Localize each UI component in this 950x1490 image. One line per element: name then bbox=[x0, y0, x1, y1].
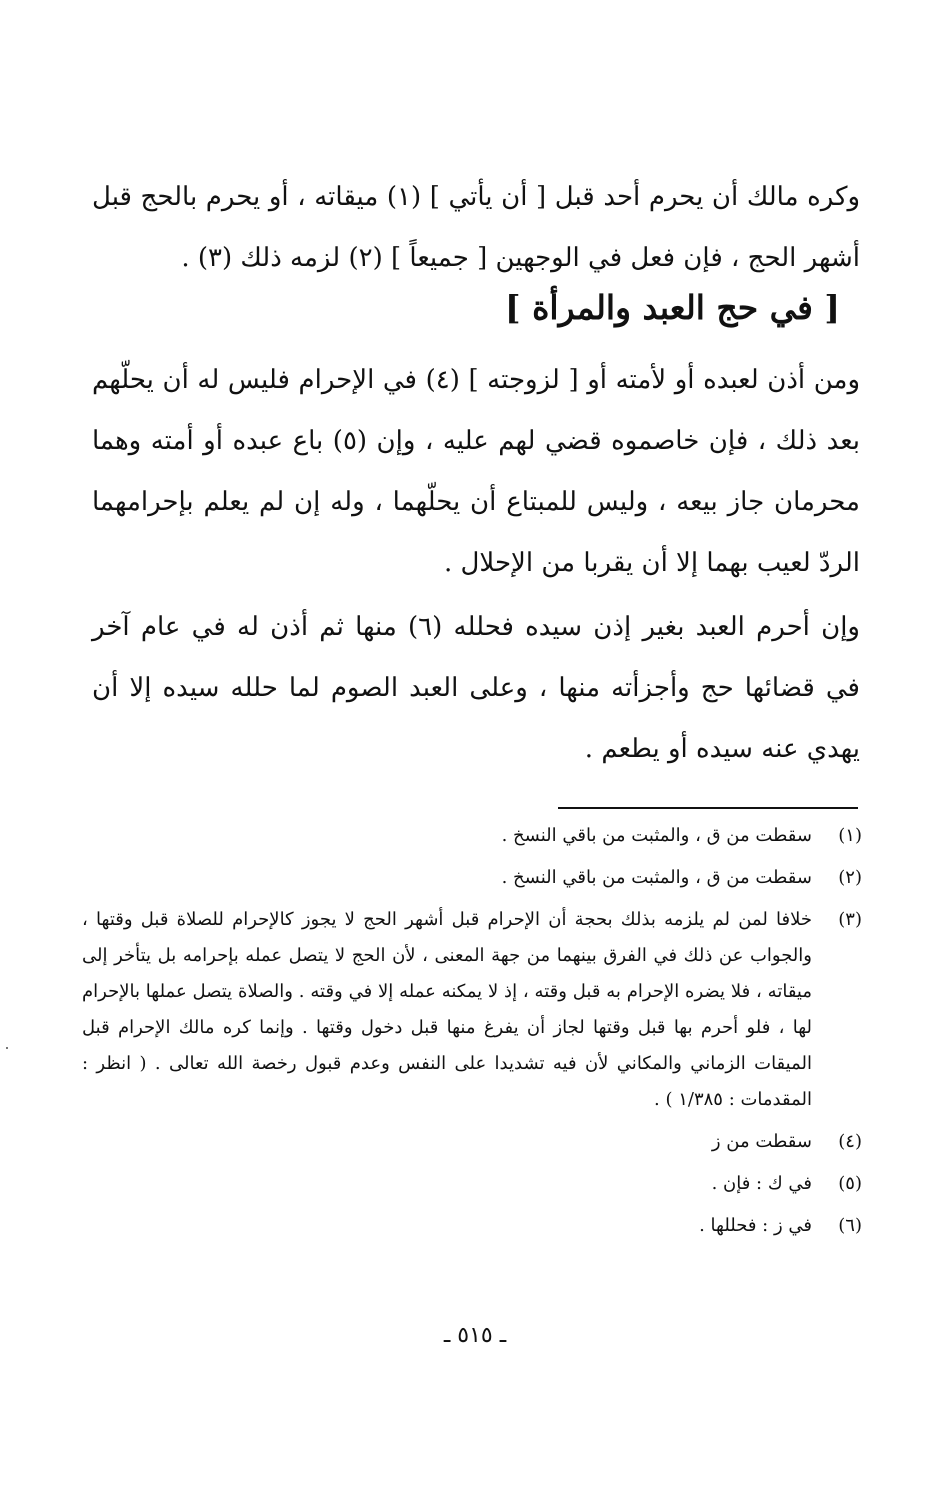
footnote bbox=[82, 1124, 862, 1160]
footnote bbox=[82, 1166, 862, 1202]
footnote bbox=[82, 818, 862, 854]
scan-speck bbox=[6, 1047, 8, 1049]
footnote-number: (٥) bbox=[838, 1173, 862, 1194]
footnote-text: في ك : فإن . bbox=[711, 1173, 812, 1194]
footnote-number: (٤) bbox=[838, 1131, 862, 1152]
footnote-text: سقطت من ز bbox=[711, 1131, 812, 1152]
footnote-number: (٣) bbox=[838, 909, 862, 930]
footnote bbox=[82, 902, 862, 1118]
footnotes-list bbox=[82, 818, 862, 1250]
paragraph-2: ومن أذن لعبده أو لأمته أو [ لزوجته ] (٤) في الإحرام فليس له أن يحلّهم بعد ذلك ، فإن خاصموه قضي لهم عليه ، وإن (٥) باع عبده أو أمته وهما محرمان جاز بيعه ، وليس للمبتاع أن يحلّهما ، وله إن لم يعلم بإحرامهما الردّ لعيب بهما إلا أن يقربا من الإحلال . bbox=[92, 365, 861, 578]
footnote bbox=[82, 860, 862, 896]
footnote bbox=[82, 1208, 862, 1244]
paragraph-1: وكره مالك أن يحرم أحد قبل [ أن يأتي ] (١) ميقاته ، أو يحرم بالحج قبل أشهر الحج ، فإن فعل في الوجهين [ جميعاً ] (٢) لزمه ذلك (٣) . bbox=[92, 182, 861, 273]
footnote-text: خلافا لمن لم يلزمه بذلك بحجة أن الإحرام قبل أشهر الحج لا يجوز كالإحرام للصلاة قبل وقتها ، والجواب عن ذلك في الفرق بينهما من جهة المعنى ، لأن الحج لا يتصل عمله بإحرامه بل يتأخر إلى ميقاته ، فلا يضره الإحرام به قبل وقته ، إذ لا يمكنه عمله إلا في وقته . والصلاة يتصل عملها بالإحرام لها ، فلو أحرم بها قبل وقتها لجاز أن يفرغ منها قبل دخول وقتها . وإنما كره مالك الإحرام قبل الميقات الزماني والمكاني لأن فيه تشديدا على النفس وعدم قبول رخصة الله تعالى . ( انظر : المقدمات : ١/٣٨٥ ) . bbox=[82, 909, 812, 1110]
footnote-number: (٦) bbox=[838, 1215, 862, 1236]
footnote-text: سقطت من ق ، والمثبت من باقي النسخ . bbox=[501, 825, 812, 846]
paragraph-3: وإن أحرم العبد بغير إذن سيده فحلله (٦) منها ثم أذن له في عام آخر في قضائها حج وأجزأته منها ، وعلى العبد الصوم لما حلله سيده إلا أن يهدي عنه سيده أو يطعم . bbox=[92, 612, 860, 764]
footnote-separator bbox=[558, 807, 858, 809]
footnote-number: (٢) bbox=[838, 867, 862, 888]
footnote-text: في ز : فحللها . bbox=[699, 1215, 812, 1236]
footnote-text: سقطت من ق ، والمثبت من باقي النسخ . bbox=[501, 867, 812, 888]
footnote-number: (١) bbox=[838, 825, 862, 846]
section-heading: [ في حج العبد والمرأة ] bbox=[505, 288, 840, 327]
page-number: ـ ٥١٥ ـ bbox=[443, 1323, 507, 1348]
